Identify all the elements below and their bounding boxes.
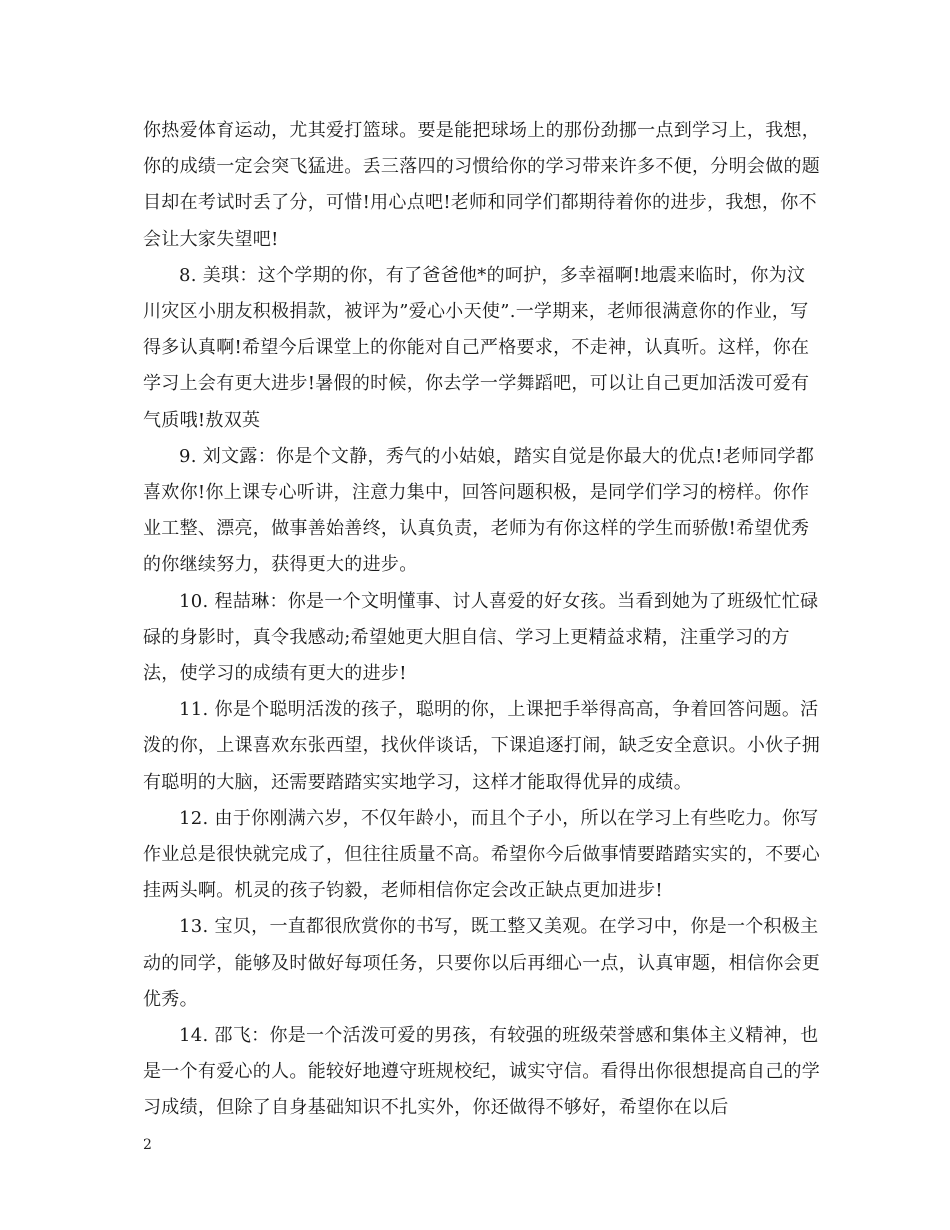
paragraph-item-9: 9. 刘文露：你是个文静，秀气的小姑娘，踏实自觉是你最大的优点!老师同学都喜欢你!你上课专心听讲，注意力集中，回答问题积极，是同学们学习的榜样。你作业工整、漂亮，做事善始善终，认真负责，老师为有你这样的学生而骄傲!希望优秀的你继续努力，获得更大的进步。 [143,445,815,576]
paragraph-item-10: 10. 程喆琳：你是一个文明懂事、讨人喜爱的好女孩。当看到她为了班级忙忙碌碌的身影时，真令我感动;希望她更大胆自信、学习上更精益求精，注重学习的方法，使学习的成绩有更大的进步! [143,590,819,685]
body-text [143,113,823,1127]
page-number: 2 [143,1137,152,1153]
paragraph-item-11: 11. 你是个聪明活泼的孩子，聪明的你，上课把手举得高高，争着回答问题。活泼的你，上课喜欢东张西望，找伙伴谈话，下课追逐打闹，缺乏安全意识。小伙子拥有聪明的大脑，还需要踏踏实实地学习，这样才能取得优异的成绩。 [143,699,821,793]
paragraph-item-12: 12. 由于你刚满六岁，不仅年龄小，而且个子小，所以在学习上有些吃力。你写作业总是很快就完成了，但往往质量不高。希望你今后做事情要踏踏实实的，不要心挂两头啊。机灵的孩子钧毅，老师相信你定会改正缺点更加进步! [143,807,821,902]
paragraph-item-8: 8. 美琪：这个学期的你，有了爸爸他*的呵护，多幸福啊!地震来临时，你为汶川灾区小朋友积极捐款，被评为”爱心小天使”.一学期来，老师很满意你的作业，写得多认真啊!希望今后课堂上的你能对自己严格要求，不走神，认真听。这样，你在学习上会有更大进步!暑假的时候，你去学一学舞蹈吧，可以让自己更加活泼可爱有气质哦!敖双英 [143,264,810,431]
paragraph-item-14: 14. 邵飞：你是一个活泼可爱的男孩，有较强的班级荣誉感和集体主义精神，也是一个有爱心的人。能较好地遵守班规校纪，诚实守信。看得出你很想提高自己的学习成绩，但除了自身基础知识不扎实外，你还做得不够好，希望你在以后 [143,1025,821,1119]
paragraph-item-13: 13. 宝贝，一直都很欣赏你的书写，既工整又美观。在学习中，你是一个积极主动的同学，能够及时做好每项任务，只要你以后再细心一点，认真审题，相信你会更优秀。 [143,916,821,1010]
paragraph-continuation: 你热爱体育运动，尤其爱打篮球。要是能把球场上的那份劲挪一点到学习上，我想，你的成绩一定会突飞猛进。丢三落四的习惯给你的学习带来许多不便，分明会做的题目却在考试时丢了分，可惜!用心点吧!老师和同学们都期待着你的进步，我想，你不会让大家失望吧! [143,120,821,250]
